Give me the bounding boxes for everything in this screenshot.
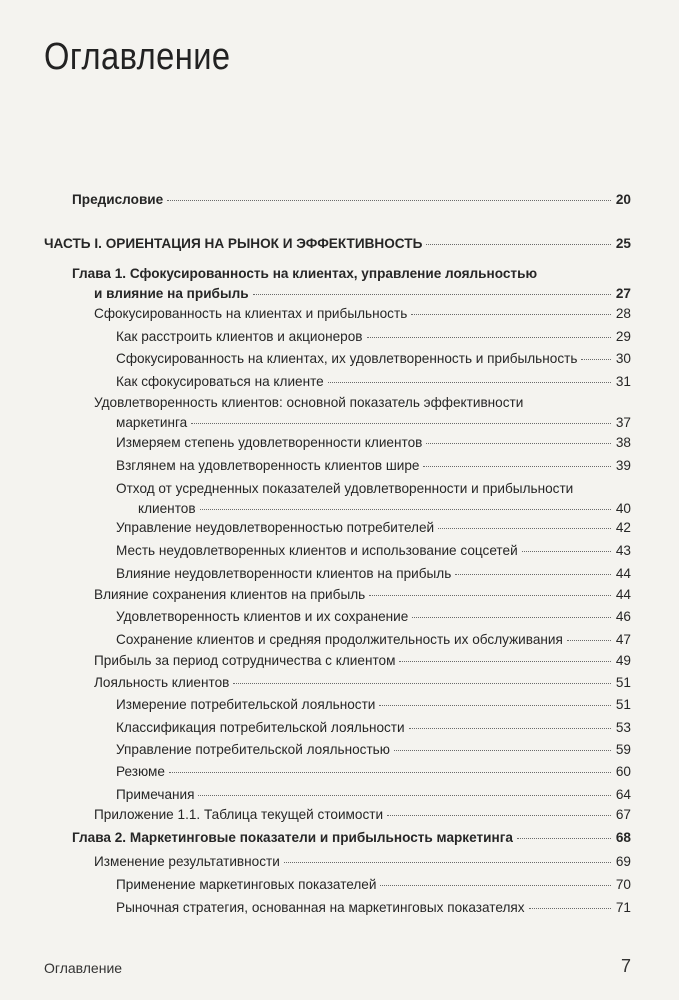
toc-entry-title-line1: Удовлетворенность клиентов: основной показатель эффективности (94, 395, 524, 410)
toc-entry-title: Сфокусированность на клиентах, их удовлетворенность и прибыльность (116, 351, 578, 366)
dot-leader (167, 200, 611, 201)
toc-entry-page-number: 37 (615, 415, 631, 430)
toc-entry (116, 327, 631, 347)
dot-leader (328, 382, 611, 383)
dot-leader (387, 815, 611, 816)
toc-entry (94, 852, 631, 872)
toc-entry-title: Резюме (116, 764, 165, 779)
toc-entry (116, 372, 631, 392)
toc-entry-title: Как расстроить клиентов и акционеров (116, 329, 363, 344)
toc-entry-title: Примечания (116, 787, 195, 802)
toc-entry (94, 805, 631, 825)
toc-entry (72, 190, 631, 210)
toc-entry-page-number: 59 (615, 742, 631, 757)
dot-leader (253, 294, 611, 295)
dot-leader (411, 314, 611, 315)
toc-entry-page-number: 44 (615, 587, 631, 602)
toc-entry-title: Предисловие (72, 192, 164, 207)
toc-entry-page-number: 53 (615, 720, 631, 735)
toc-entry-title: клиентов (138, 501, 196, 516)
dot-leader (517, 838, 611, 839)
dot-leader (191, 423, 611, 424)
toc-entry (116, 762, 631, 782)
toc-entry-page-number: 40 (615, 501, 631, 516)
toc-entry-page-number: 68 (615, 830, 631, 845)
dot-leader (438, 528, 611, 529)
toc-entry-title: Классификация потребительской лояльности (116, 720, 405, 735)
toc-entry-title: маркетинга (116, 415, 188, 430)
toc-entry (116, 718, 631, 738)
toc-entry-title: Рыночная стратегия, основанная на маркетинговых показателях (116, 900, 525, 915)
toc-entry (116, 630, 631, 650)
toc-entry-title: Глава 2. Маркетинговые показатели и прибыльность маркетинга (72, 830, 513, 845)
toc-entry-title: Приложение 1.1. Таблица текущей стоимости (94, 807, 384, 822)
dot-leader (169, 772, 611, 773)
dot-leader (412, 617, 611, 618)
dot-leader (369, 595, 611, 596)
toc-entry-title: Влияние сохранения клиентов на прибыль (94, 587, 366, 602)
dot-leader (367, 337, 612, 338)
toc-entry (116, 898, 631, 918)
dot-leader (529, 908, 611, 909)
toc-entry-title: Влияние неудовлетворенности клиентов на прибыль (116, 566, 452, 581)
toc-entry (116, 740, 631, 760)
toc-entry (94, 673, 631, 693)
toc-entry-page-number: 29 (615, 329, 631, 344)
dot-leader (380, 885, 611, 886)
dot-leader (409, 728, 611, 729)
toc-entry-page-number: 47 (615, 632, 631, 647)
toc-entry-page-number: 38 (615, 435, 631, 450)
toc-entry-page-number: 51 (615, 675, 631, 690)
toc-entry-page-number: 43 (615, 543, 631, 558)
toc-entry-page-number: 70 (615, 877, 631, 892)
toc-entry-page-number: 39 (615, 458, 631, 473)
toc-entry-title: Удовлетворенность клиентов и их сохранение (116, 609, 409, 624)
dot-leader (426, 443, 611, 444)
toc-entry-page-number: 49 (615, 653, 631, 668)
toc-entry (116, 607, 631, 627)
toc-entry-page-number: 44 (615, 566, 631, 581)
toc-entry-page-number: 25 (615, 236, 631, 251)
dot-leader (423, 466, 611, 467)
toc-entry-title: Как сфокусироваться на клиенте (116, 374, 324, 389)
toc-entry-page-number: 51 (615, 697, 631, 712)
dot-leader (233, 683, 611, 684)
toc-entry (116, 456, 631, 476)
toc-entry-page-number: 28 (615, 306, 631, 321)
toc-entry-title-line1: Глава 1. Сфокусированность на клиентах, управление лояльностью (72, 266, 538, 281)
toc-entry-page-number: 67 (615, 807, 631, 822)
dot-leader (198, 795, 611, 796)
toc-entry (94, 585, 631, 605)
toc-entry (116, 349, 631, 369)
toc-entry (116, 433, 631, 453)
toc-entry-title: Прибыль за период сотрудничества с клиентом (94, 653, 396, 668)
toc-entry-title: Управление потребительской лояльностью (116, 742, 390, 757)
dot-leader (426, 244, 611, 245)
toc-entry-page-number: 69 (615, 854, 631, 869)
toc-entry-title: Сфокусированность на клиентах и прибыльность (94, 306, 408, 321)
toc-entry-title: Измерение потребительской лояльности (116, 697, 376, 712)
toc-entry (116, 564, 631, 584)
dot-leader (284, 862, 611, 863)
toc-entry (94, 393, 631, 433)
toc-entry-page-number: 64 (615, 787, 631, 802)
toc-entry-page-number: 46 (615, 609, 631, 624)
toc-entry-title: Изменение результативности (94, 854, 280, 869)
toc-entry (44, 234, 631, 254)
toc-entry-title: Сохранение клиентов и средняя продолжительность их обслуживания (116, 632, 563, 647)
toc-entry (116, 875, 631, 895)
dot-leader (455, 574, 611, 575)
toc-entry (94, 651, 631, 671)
toc-entry (116, 785, 631, 805)
toc-entry-title: Измеряем степень удовлетворенности клиентов (116, 435, 423, 450)
dot-leader (399, 661, 611, 662)
toc-entry-page-number: 60 (615, 764, 631, 779)
toc-entry (116, 518, 631, 538)
toc-entry-title: и влияние на прибыль (94, 286, 249, 301)
dot-leader (394, 750, 611, 751)
toc-entry-title: Применение маркетинговых показателей (116, 877, 377, 892)
toc-entry-title: ЧАСТЬ I. ОРИЕНТАЦИЯ НА РЫНОК И ЭФФЕКТИВНОСТЬ (44, 236, 423, 251)
dot-leader (567, 640, 611, 641)
dot-leader (522, 551, 611, 552)
toc-entry (72, 828, 631, 848)
toc-entry-title: Лояльность клиентов (94, 675, 230, 690)
page-title: Оглавление (44, 36, 231, 78)
toc-entry-page-number: 27 (615, 286, 631, 301)
toc-entry-title: Управление неудовлетворенностью потребителей (116, 520, 435, 535)
toc-entry-title-line1: Отход от усредненных показателей удовлетворенности и прибыльности (116, 481, 574, 496)
toc-entry-page-number: 30 (615, 351, 631, 366)
toc-entry-page-number: 42 (615, 520, 631, 535)
toc-entry-page-number: 71 (615, 900, 631, 915)
toc-entry-page-number: 20 (615, 192, 631, 207)
dot-leader (379, 705, 611, 706)
toc-entry-title: Взглянем на удовлетворенность клиентов шире (116, 458, 420, 473)
toc-entry (116, 695, 631, 715)
toc-entry-title: Месть неудовлетворенных клиентов и использование соцсетей (116, 543, 518, 558)
dot-leader (200, 509, 611, 510)
toc-entry (116, 479, 631, 519)
footer-page-number: 7 (620, 956, 631, 976)
footer-section-title: Оглавление (44, 960, 123, 976)
toc-entry (116, 541, 631, 561)
toc-entry (94, 304, 631, 324)
toc-entry-page-number: 31 (615, 374, 631, 389)
dot-leader (581, 359, 611, 360)
toc-entry (72, 264, 631, 304)
